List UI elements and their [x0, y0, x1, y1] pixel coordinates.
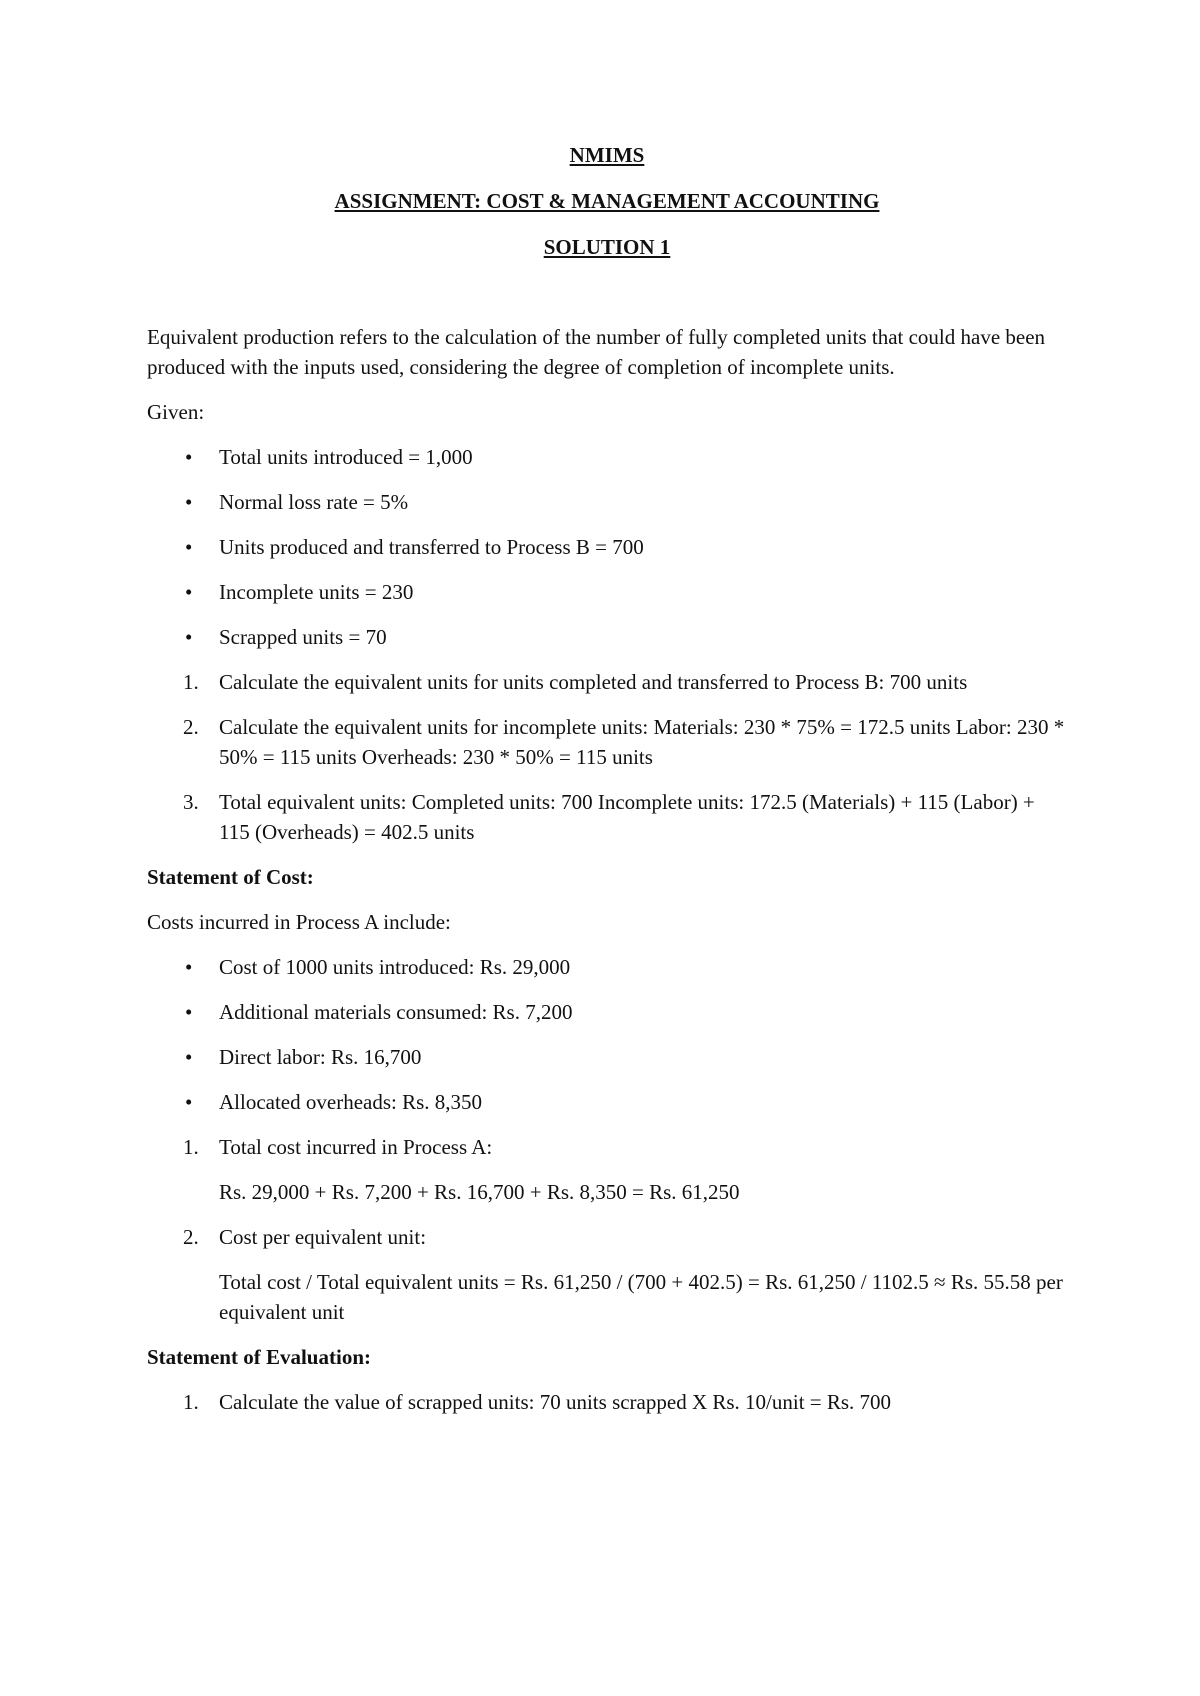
bullet-icon: • — [185, 1045, 193, 1069]
list-item — [147, 622, 1067, 652]
cost-item-text: Direct labor: Rs. 16,700 — [219, 1045, 422, 1069]
step-number: 2. — [183, 715, 199, 739]
given-item-text: Normal loss rate = 5% — [219, 490, 409, 514]
list-item — [147, 1387, 1067, 1417]
given-item-text: Units produced and transferred to Process B = 700 — [219, 535, 644, 559]
step-text: Cost per equivalent unit: — [219, 1225, 427, 1249]
evaluation-heading: Statement of Evaluation: — [147, 1345, 371, 1369]
list-item — [147, 1132, 1067, 1162]
bullet-icon: • — [185, 625, 193, 649]
cost-steps-list — [147, 1132, 1067, 1162]
bullet-icon: • — [185, 490, 193, 514]
bullet-icon: • — [185, 535, 193, 559]
cost-item-text: Cost of 1000 units introduced: Rs. 29,000 — [219, 955, 571, 979]
cost-item-text: Allocated overheads: Rs. 8,350 — [219, 1090, 483, 1114]
cost-steps-list-2 — [147, 1222, 1067, 1252]
bullet-icon: • — [185, 1000, 193, 1024]
step-number: 2. — [183, 1225, 199, 1249]
given-label: Given: — [147, 400, 205, 424]
list-item — [147, 1222, 1067, 1252]
cost-per-unit-calculation: Total cost / Total equivalent units = Rs. 61,250 / (700 + 402.5) = Rs. 61,250 / 1102.5 ≈ Rs. 55.58 per equivalent unit — [219, 1270, 1063, 1324]
step-text: Calculate the equivalent units for units completed and transferred to Process B: 700 units — [219, 670, 968, 694]
evaluation-steps-list — [147, 1387, 1067, 1417]
list-item — [147, 787, 1067, 847]
list-item — [147, 577, 1067, 607]
intro-paragraph: Equivalent production refers to the calculation of the number of fully completed units that could have been produced with the inputs used, considering the degree of completion of incomplete units. — [147, 325, 1046, 379]
step-text: Total cost incurred in Process A: — [219, 1135, 493, 1159]
bullet-icon: • — [185, 1090, 193, 1114]
list-item — [147, 952, 1067, 982]
list-item — [147, 1087, 1067, 1117]
list-item — [147, 442, 1067, 472]
step-number: 3. — [183, 790, 199, 814]
step-text: Total equivalent units: Completed units: 700 Incomplete units: 172.5 (Materials) + 115 (Labor) + 115 (Overheads) = 402.5 units — [219, 790, 1035, 844]
bullet-icon: • — [185, 580, 193, 604]
given-item-text: Total units introduced = 1,000 — [219, 445, 473, 469]
cost-list — [147, 952, 1067, 1117]
assignment-title: ASSIGNMENT: COST & MANAGEMENT ACCOUNTING — [334, 189, 880, 213]
list-item — [147, 712, 1067, 772]
document-title: NMIMS — [569, 143, 645, 167]
step-text: Calculate the equivalent units for incomplete units: Materials: 230 * 75% = 172.5 units Labor: 230 * 50% = 115 units Overheads: 230 * 50% = 115 units — [219, 715, 1065, 769]
given-item-text: Incomplete units = 230 — [219, 580, 414, 604]
list-item — [147, 997, 1067, 1027]
given-item-text: Scrapped units = 70 — [219, 625, 387, 649]
list-item — [147, 667, 1067, 697]
step-number: 1. — [183, 1135, 199, 1159]
list-item — [147, 487, 1067, 517]
cost-heading: Statement of Cost: — [147, 865, 314, 889]
solution-heading: SOLUTION 1 — [543, 235, 671, 259]
step-number: 1. — [183, 1390, 199, 1414]
bullet-icon: • — [185, 445, 193, 469]
document-page — [147, 140, 1067, 1432]
list-item — [147, 1042, 1067, 1072]
step-text: Calculate the value of scrapped units: 70 units scrapped X Rs. 10/unit = Rs. 700 — [219, 1390, 892, 1414]
given-list — [147, 442, 1067, 652]
steps-list — [147, 667, 1067, 847]
cost-item-text: Additional materials consumed: Rs. 7,200 — [219, 1000, 573, 1024]
cost-intro: Costs incurred in Process A include: — [147, 910, 451, 934]
total-cost-calculation: Rs. 29,000 + Rs. 7,200 + Rs. 16,700 + Rs. 8,350 = Rs. 61,250 — [219, 1180, 740, 1204]
step-number: 1. — [183, 670, 199, 694]
list-item — [147, 532, 1067, 562]
bullet-icon: • — [185, 955, 193, 979]
